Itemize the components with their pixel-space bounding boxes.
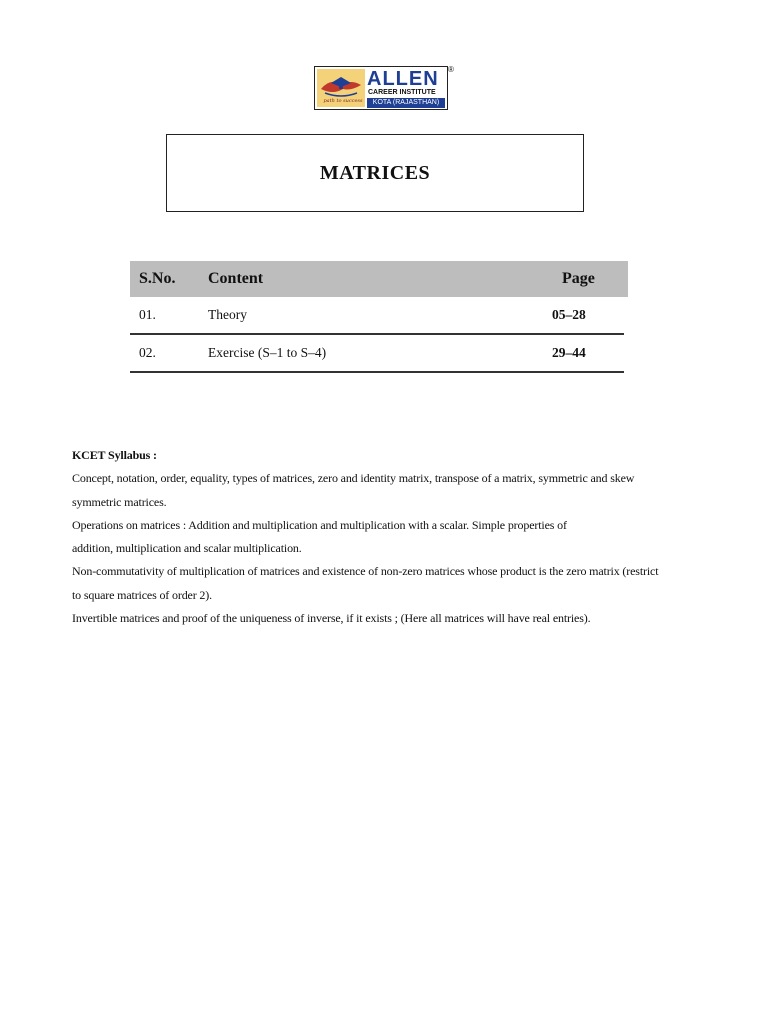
- header-content: Content: [208, 270, 264, 287]
- title-box: [166, 134, 584, 212]
- row-content: Theory: [208, 307, 247, 322]
- registered-mark: ®: [448, 65, 454, 74]
- syllabus-line: addition, multiplication and scalar multiplication.: [72, 541, 302, 556]
- row-page: 05–28: [552, 307, 586, 322]
- table-row: [130, 335, 624, 373]
- row-sno: 02.: [139, 345, 156, 360]
- row-page: 29–44: [552, 345, 586, 360]
- syllabus-line: symmetric matrices.: [72, 494, 167, 509]
- logo-city: KOTA (RAJASTHAN): [367, 98, 445, 108]
- allen-logo: [314, 66, 448, 110]
- contents-table: [130, 261, 628, 373]
- syllabus-line: to square matrices of order 2).: [72, 587, 212, 602]
- syllabus-line: Operations on matrices : Addition and multiplication and multiplication with a scalar. Simple properties of: [72, 517, 567, 532]
- syllabus-line: Non-commutativity of multiplication of matrices and existence of non-zero matrices whose product is the zero matrix (restrict: [72, 564, 659, 579]
- syllabus-line: Invertible matrices and proof of the uniqueness of inverse, if it exists ; (Here all matrices will have real entries).: [72, 611, 591, 626]
- table-row: [130, 297, 624, 335]
- row-content: Exercise (S–1 to S–4): [208, 345, 327, 360]
- logo-name: ALLEN: [367, 68, 439, 90]
- header-sno: S.No.: [139, 270, 176, 287]
- row-sno: 01.: [139, 307, 156, 322]
- syllabus-heading: KCET Syllabus :: [72, 448, 157, 462]
- table-header: [130, 261, 628, 297]
- logo-emblem-icon: [317, 69, 365, 107]
- header-page: Page: [562, 270, 595, 287]
- logo-subtitle: CAREER INSTITUTE: [368, 89, 436, 96]
- syllabus-section: [72, 444, 702, 630]
- logo-tagline: path to success: [323, 98, 363, 104]
- syllabus-line: Concept, notation, order, equality, types of matrices, zero and identity matrix, transpose of a matrix, symmetric and skew: [72, 471, 635, 486]
- page-title: MATRICES: [319, 161, 431, 184]
